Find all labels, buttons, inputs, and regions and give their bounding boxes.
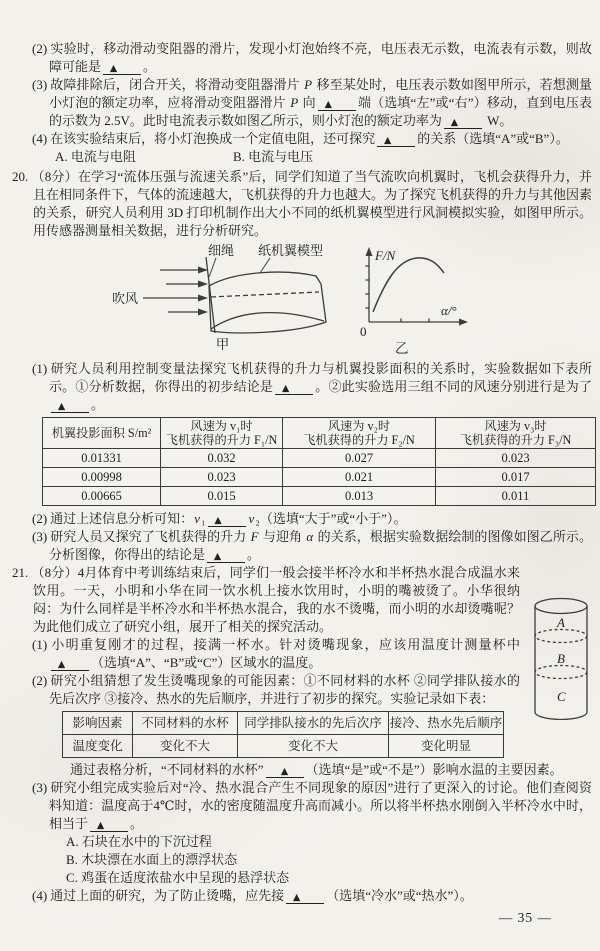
item-label: (1) — [32, 637, 48, 652]
table-row — [43, 449, 596, 468]
answer-blank — [286, 890, 324, 904]
q21-item-4: (4) 通过上面的研究，为了防止烫嘴，应先接 ▲ （选填“冷水”或“热水”）。 — [32, 888, 473, 903]
table-cell: 0.032 — [161, 449, 283, 468]
lift-angle-graph — [349, 246, 484, 340]
table-row — [43, 487, 596, 506]
q19-item-4: (4) 在该实验结束后，将小灯泡换成一个定值电阻，还可探究 ▲ 的关系（选填“A”或“B”）。 — [32, 131, 569, 146]
blank-triangle: ▲ — [213, 551, 222, 562]
table-cell: 变化不大 — [238, 735, 389, 758]
figure-row — [110, 244, 600, 360]
q19-options — [55, 148, 592, 166]
table-header-row — [63, 712, 504, 735]
figure-lift-graph — [349, 246, 484, 360]
table-cell: 0.00998 — [43, 468, 161, 487]
blank-triangle: ▲ — [57, 659, 66, 670]
table-cell: 0.023 — [161, 468, 283, 487]
figure-wind-tunnel — [110, 244, 335, 360]
column-header: 风速为 v₃时 飞机获得的升力 F₃/N — [436, 418, 596, 449]
origin-label: 0 — [360, 324, 367, 339]
q21-intro: 21. （8分）4月体育中考训练结束后，同学们一般会接半杯冷水和半杯热水混合成温水来饮用。一天，小明和小华在同一饮水机上接水饮用时，小明的嘴被烫了。小华很纳闷：为什么同样是半杯冷水和半杯热水混合，我的水不烫嘴，而小明的水却烫嘴呢？为此他们成立了研究小组，展开了相关的探究活动。 — [12, 565, 520, 634]
blank-triangle: ▲ — [384, 135, 392, 146]
answer-blank — [51, 399, 89, 413]
figure-caption-yi: 乙 — [395, 341, 409, 356]
question-21-paragraphs — [0, 564, 600, 708]
column-header: 不同材料的水杯 — [133, 712, 238, 735]
q20-item-3: (3) 研究人员又探究了飞机获得的升力 F 与迎角 α 的关系，根据实验数据绘制的图像如图乙所示。分析图像，你得出的结论是 ▲ 。 — [32, 529, 592, 562]
item-label: (3) — [32, 77, 48, 92]
answer-blank — [51, 657, 89, 671]
page-number: — 35 — — [498, 910, 552, 925]
q20-item-1: (1) 研究人员利用控制变量法探究飞机获得的升力与机翼投影面积的关系时，实验数据如下表所示。①分析数据，你得出的初步结论是 ▲ 。②此实验选用三组不同的风速分别进行是为了▲ 。 — [32, 361, 592, 412]
region-a-label: A — [557, 615, 565, 630]
q20-intro: 20. （8分）在学习“流体压强与流速关系”后，同学们知道了当气流吹向机翼时，飞机会获得升力，并且在相同条件下，气体的流速越大，飞机获得的升力也越大。为了探究飞机获得的升力与其他因素的关系，研究人员利用 3D 打印机制作出大小不同的纸机翼模型进行风洞模拟实验，如图甲所示。用传感器测量相关数据，进行分析研究。 — [12, 169, 593, 238]
figure-caption-jia: 甲 — [215, 337, 230, 352]
blank-triangle: ▲ — [57, 401, 66, 412]
item-label: (4) — [32, 888, 48, 903]
blank-triangle: ▲ — [281, 383, 290, 394]
question-21-tail — [0, 779, 600, 905]
y-axis-label: F/N — [375, 248, 396, 263]
table-cell: 0.00665 — [43, 487, 161, 506]
answer-blank — [90, 818, 128, 832]
table-row — [63, 735, 504, 758]
variable: v — [194, 511, 200, 526]
blank-triangle: ▲ — [293, 892, 301, 903]
q21-item-1: (1) 小明重复刚才的过程，接满一杯水。针对烫嘴现象，应该用温度计测量杯中▲ （选填“A”、“B”或“C”）区域水的温度。 — [32, 637, 520, 670]
question-20-item1 — [0, 360, 600, 414]
question-21-table-note — [0, 761, 600, 779]
table-row — [43, 468, 596, 487]
blank-triangle: ▲ — [324, 99, 332, 110]
blow-wind-label: 吹风 — [112, 291, 139, 306]
answer-blank — [275, 381, 313, 395]
answer-blank — [318, 97, 356, 111]
q19-item-2: (2) 实验时，移动滑动变阻器的滑片，发现小灯泡始终不亮，电压表无示数，电流表有示数，则故障可能是 ▲ 。 — [32, 41, 592, 74]
question-20-items — [0, 510, 600, 564]
figure-cup — [528, 596, 594, 720]
variable: F — [250, 529, 259, 544]
column-header: 风速为 v₂时 飞机获得的升力 F₂/N — [283, 418, 436, 449]
answer-blank — [377, 133, 415, 147]
table-header-row — [43, 418, 596, 449]
table-cell: 0.023 — [436, 449, 596, 468]
cup-bottom — [535, 712, 587, 720]
answer-blank — [208, 513, 246, 527]
table-cell: 变化不大 — [133, 735, 238, 758]
column-header: 影响因素 — [63, 712, 133, 735]
blank-triangle: ▲ — [214, 515, 222, 526]
column-header: 风速为 v₁时 飞机获得的升力 F₁/N — [161, 418, 283, 449]
variable: P — [304, 77, 313, 92]
column-header: 接冷、热水先后顺序 — [389, 712, 504, 735]
string-label: 细绳 — [208, 244, 235, 258]
item-label: (2) — [32, 673, 48, 688]
x-axis-label: α/° — [441, 303, 457, 318]
column-header: 同学排队接水的先后次序 — [238, 712, 389, 735]
cup-diagram — [528, 596, 594, 720]
q21-item-3: (3) 研究小组完成实验后对“冷、热水混合产生不同现象的原因”进行了更深入的讨论。他们查阅资料知道：温度高于4℃时，水的密度随温度升高而减小。所以将半杯热水刚倒入半杯冷水中时，相当于 ▲ 。 — [32, 780, 592, 831]
blank-triangle: ▲ — [450, 117, 459, 128]
table-cell: 0.013 — [283, 487, 436, 506]
region-divider-1 — [535, 630, 587, 643]
table-cell: 0.017 — [436, 468, 596, 487]
answer-blank — [103, 61, 141, 75]
cup-rim — [535, 599, 587, 614]
q21-table-note: 通过表格分析，“不同材料的水杯” ▲ （选填“是”或“不是”）影响水温的主要因素。 — [70, 762, 563, 777]
string-leader-line — [209, 258, 216, 277]
region-b-label: B — [557, 651, 565, 666]
q20-item-2: (2) 通过上述信息分析可知：v₁ ▲ v₂（选填“大于”或“小于”）。 — [32, 511, 407, 526]
item-label: 20. — [12, 169, 29, 184]
item-label: (3) — [32, 529, 48, 544]
blank-triangle: ▲ — [280, 766, 289, 777]
item-label: (4) — [32, 131, 48, 146]
variable: v — [248, 511, 255, 526]
item-label: 21. — [12, 565, 29, 580]
wind-arrows — [143, 267, 208, 316]
q21-option-a: A. 石块在水中的下沉过程 — [66, 834, 212, 849]
table-cell: 变化明显 — [389, 735, 504, 758]
q19-option-a: A. 电流与电阻 — [55, 149, 136, 164]
column-header: 机翼投影面积 S/m² — [43, 418, 161, 449]
region-divider-2 — [535, 666, 587, 679]
blank-triangle: ▲ — [109, 63, 118, 74]
question-21-block — [0, 564, 600, 779]
item-label: (2) — [32, 511, 48, 526]
q21-option-b: B. 木块漂在水面上的漂浮状态 — [66, 852, 238, 867]
q21-item-2: (2) 研究小组猜想了发生烫嘴现象的可能因素：①不同材料的水杯 ②同学排队接水的先后次序 ③接冷、热水的先后顺序，并进行了初步的探究。实验记录如下表： — [32, 673, 520, 706]
factor-table — [62, 711, 504, 758]
lift-curve — [373, 258, 444, 312]
table-cell: 0.027 — [283, 449, 436, 468]
table-cell: 0.01331 — [43, 449, 161, 468]
q19-item-3: (3) 故障排除后，闭合开关，将滑动变阻器滑片 P 移至某处时，电压表示数如图甲所示，若想测量小灯泡的额定功率，应将滑动变阻器滑片 P 向 ▲ 端（选填“左”或“右”）移动，直到电压表的示数为 2.5V。此时电流表示数如图乙所示，则小灯泡的额定功率为 ▲ W。 — [32, 77, 592, 128]
q19-option-b: B. 电流与电压 — [233, 149, 314, 164]
table-cell: 0.021 — [283, 468, 436, 487]
region-c-label: C — [557, 689, 566, 704]
blank-triangle: ▲ — [96, 820, 105, 831]
answer-blank — [444, 115, 482, 129]
item-label: (2) — [32, 41, 48, 56]
item-label: (3) — [32, 780, 48, 795]
variable: α — [306, 529, 314, 544]
lift-data-table — [42, 417, 596, 506]
answer-blank — [266, 764, 304, 778]
table-cell: 0.015 — [161, 487, 283, 506]
model-leader-line — [260, 258, 270, 273]
item-label: (1) — [32, 361, 48, 376]
variable: P — [290, 95, 299, 110]
paper-wing-model — [209, 272, 326, 333]
q21-option-c: C. 鸡蛋在适度浓盐水中呈现的悬浮状态 — [66, 870, 290, 885]
wing-model-label: 纸机翼模型 — [258, 244, 324, 258]
answer-blank — [207, 549, 245, 563]
question-19-block — [0, 40, 600, 240]
wind-tunnel-diagram — [110, 244, 335, 344]
table-cell: 温度变化 — [63, 735, 133, 758]
table-cell: 0.011 — [436, 487, 596, 506]
